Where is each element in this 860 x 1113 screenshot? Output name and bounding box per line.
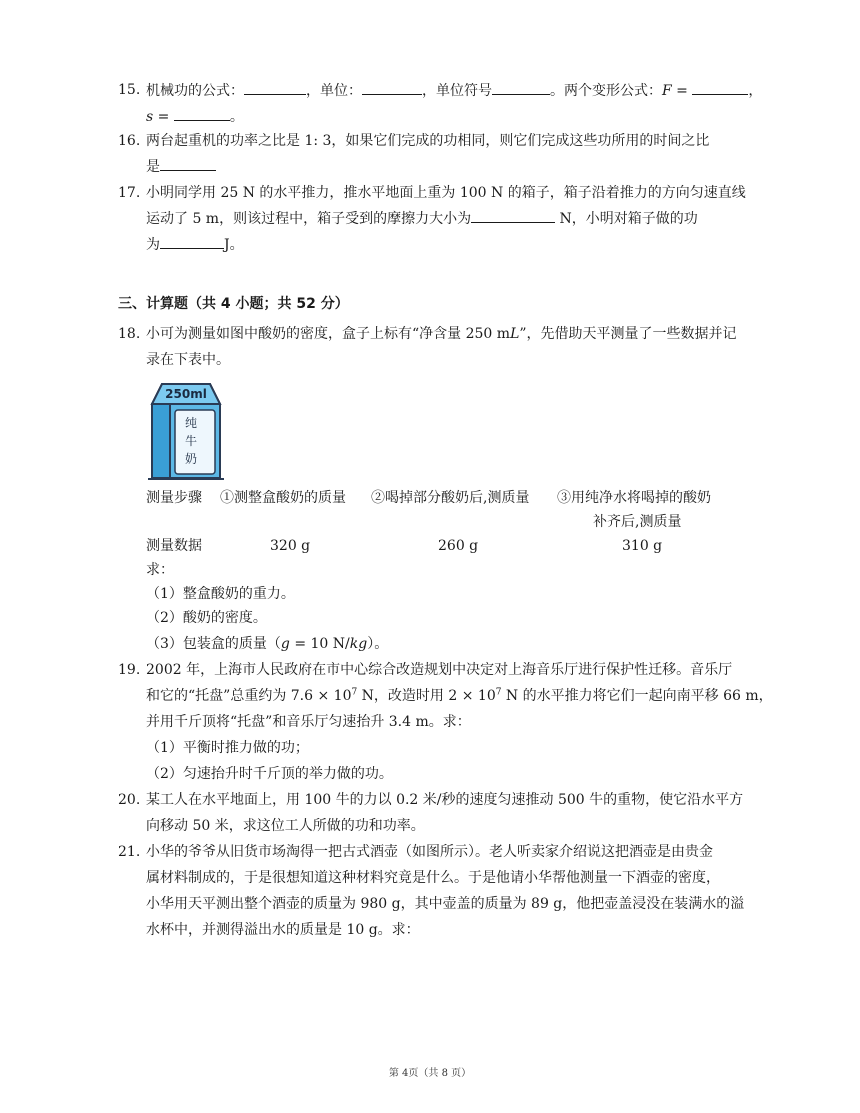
table-data-3: 310 g (622, 538, 663, 554)
q20-number: 20. (118, 792, 141, 808)
q19-text: N 的水平推力将它们一起向南平移 66 m， (501, 688, 773, 704)
q21-line3: 小华用天平测出整个酒壶的质量为 980 g，其中壶盖的质量为 89 g，他把壶盖浸没在装满水的溢 (146, 896, 745, 912)
q20-line1: 某工人在水平地面上，用 100 牛的力以 0.2 米/秒的速度匀速推动 500 牛的重物，使它沿水平方 (146, 792, 744, 808)
q19-line3: 并用千斤顶将“托盘”和音乐厅匀速抬升 3.4 m。求： (146, 714, 471, 730)
q18-sub-3-text: （3）包装盒的质量（ (146, 636, 281, 652)
carton-char-3: 奶 (185, 452, 198, 466)
q16-number: 16. (118, 133, 141, 149)
q19-text: N，改造时用 2 × 10 (357, 688, 496, 704)
q18-var-g: g (280, 636, 290, 652)
page-footer: 第 4页（共 8 页） (388, 1068, 472, 1079)
q19-number: 19. (118, 662, 141, 678)
q21-line2: 属材料制成的，于是很想知道这种材料究竟是什么。于是他请小华帮他测量一下酒壶的密度， (146, 870, 720, 886)
q18-sub-3-text: ）。 (367, 636, 389, 652)
q17-line1: 小明同学用 25 N 的水平推力，推水平地面上重为 100 N 的箱子，箱子沿着推力的方向匀速直线 (146, 185, 746, 201)
q15-eq: = (153, 109, 174, 125)
q18-line2: 录在下表中。 (146, 352, 230, 368)
q15-var-s: s (146, 109, 154, 125)
q19-sub-2: （2）匀速抬升时千斤顶的举力做的功。 (146, 766, 393, 782)
q18-line1 (146, 324, 737, 344)
q15-number: 15. (118, 82, 141, 98)
q21-line1: 小华的爷爷从旧货市场淘得一把古式酒壶（如图所示）。老人听卖家介绍说这把酒壶是由贵金 (146, 844, 713, 860)
q16-line2 (146, 156, 216, 177)
table-row-label-data: 测量数据 (146, 538, 202, 554)
q15-blank-symbol[interactable] (492, 80, 550, 95)
q17-blank-work[interactable] (160, 234, 224, 249)
q16-line1: 两台起重机的功率之比是 1: 3，如果它们完成的功相同，则它们完成这些功所用的时间之比 (146, 133, 710, 149)
q19-exponent: 7 (495, 687, 502, 698)
table-data-2: 260 g (438, 538, 479, 554)
q19-line1: 2002 年，上海市人民政府在市中心综合改造规划中决定对上海音乐厅进行保护性迁移。音乐厅 (146, 662, 733, 678)
q15-var-f: F (662, 83, 672, 99)
q15-text: 。两个变形公式： (550, 83, 662, 99)
q17-number: 17. (118, 185, 141, 201)
q19-sub-1: （1）平衡时推力做的功； (146, 740, 309, 756)
q17-text: J。 (224, 237, 244, 253)
q17-text: N，小明对箱子做的功 (555, 211, 698, 227)
table-step-3: ③用纯净水将喝掉的酸奶 (557, 490, 711, 506)
table-step-2: ②喝掉部分酸奶后,测质量 (371, 490, 530, 506)
section-title: 三、计算题（共 4 小题；共 52 分） (118, 296, 349, 312)
table-row-label-steps: 测量步骤 (146, 490, 202, 506)
q17-text: 运动了 5 m，则该过程中，箱子受到的摩擦力大小为 (146, 211, 472, 227)
q18-ask: 求： (146, 562, 174, 578)
q18-unit: L (510, 326, 520, 342)
q15-text: 机械功的公式： (146, 83, 244, 99)
q17-line3 (146, 234, 244, 255)
q15-text: ，单位： (306, 83, 362, 99)
q15-line2 (146, 106, 244, 127)
q15-blank-f[interactable] (692, 80, 748, 95)
q15-eq: = (671, 83, 693, 99)
q20-line2: 向移动 50 米，求这位工人所做的功和功率。 (146, 818, 425, 834)
q15-line1 (146, 80, 762, 101)
q15-text: ，单位符号 (422, 83, 492, 99)
q17-line2 (146, 208, 698, 229)
carton-volume-label: 250ml (165, 387, 207, 401)
q17-text: 为 (146, 237, 160, 253)
q19-line2 (146, 686, 773, 706)
q21-number: 21. (118, 844, 141, 860)
q16-text: 是 (146, 159, 160, 175)
q17-blank-friction[interactable] (471, 208, 555, 223)
q15-text: ， (748, 83, 763, 99)
q18-text: ”，先借助天平测量了一些数据并记 (519, 326, 737, 342)
q18-text: 小可为测量如图中酸奶的密度，盒子上标有“净含量 250 m (146, 326, 511, 342)
q19-exponent: 7 (351, 687, 358, 698)
q15-blank-unit[interactable] (362, 80, 422, 95)
table-step-3-cont: 补齐后,测质量 (593, 514, 682, 530)
carton-char-1: 纯 (185, 416, 198, 430)
table-data-1: 320 g (270, 538, 311, 554)
q18-sub-3-text: = 10 N/ (289, 636, 350, 652)
q18-sub-2: （2）酸奶的密度。 (146, 610, 267, 626)
q15-blank-s[interactable] (174, 106, 230, 121)
q19-text: 和它的“托盘”总重约为 7.6 × 10 (146, 688, 352, 704)
q16-blank[interactable] (160, 156, 216, 171)
milk-carton-figure (148, 378, 224, 480)
table-step-1: ①测整盒酸奶的质量 (220, 490, 346, 506)
carton-char-2: 牛 (185, 434, 198, 448)
q15-text: 。 (229, 109, 244, 125)
q15-blank-formula[interactable] (244, 80, 306, 95)
q18-number: 18. (118, 326, 141, 342)
q18-sub-1: （1）整盒酸奶的重力。 (146, 586, 295, 602)
q18-unit-kg: kg (349, 636, 368, 652)
q21-line4: 水杯中，并测得溢出水的质量是 10 g。求： (146, 922, 420, 938)
q18-sub-3 (146, 634, 388, 654)
